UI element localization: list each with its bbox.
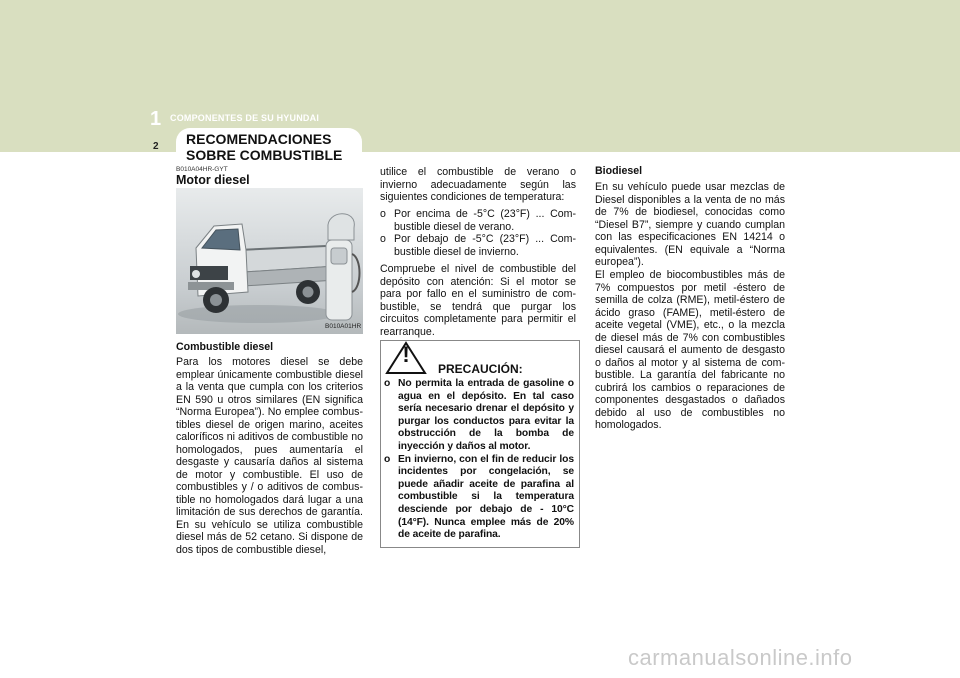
temperature-options-list xyxy=(380,208,576,258)
truck-illustration xyxy=(176,188,363,334)
bullet-mark: o xyxy=(384,453,391,465)
caution-title: PRECAUCIÓN: xyxy=(438,362,523,376)
list-item xyxy=(384,378,574,454)
section-title-line1: RECOMENDACIONES xyxy=(186,131,332,147)
list-item-text: Por debajo de -5°C (23°F) ... Com-bustible diesel de invierno. xyxy=(394,233,576,258)
bullet-mark: o xyxy=(384,378,391,389)
list-item-text: No permita la entrada de gasoline o agua en el depósito. En tal caso sería necesario drenar el depósito y purgar los conductos para evitar la obstrucción de la bomba de inyección y daños al motor. xyxy=(398,378,574,452)
section-code: B010A04HR-GYT xyxy=(176,166,228,173)
chapter-number: 1 xyxy=(150,108,162,130)
bullet-mark: o xyxy=(380,208,386,220)
page-number: 2 xyxy=(153,141,159,152)
bullet-mark: o xyxy=(380,233,386,245)
subtitle-motor-diesel: Motor diesel xyxy=(176,173,250,187)
paragraph-biodiesel-2: El empleo de biocombustibles más de 7% compuestos por metil -éstero de semilla de colza (RME), metil-éstero de ácido graso (FAME), metil-éstero de aceite vegetal (VME), etc., o la mezcla de diesel más de 7% con combustibles diesel causará el aumento de desgasto o daños al motor y al sistema de com-bustible. La garantía del fabricante no cubrirá los cambios o reparaciones de componentes desgastados o dañados debido al uso de combustibles no homologados. xyxy=(595,269,785,431)
list-item xyxy=(380,208,576,233)
paragraph-combustible-diesel: Para los motores diesel se debe emplear únicamente combustible diesel a la venta que cumpla con los criterios EN 590 u otros similares (EN significa “Norma Europea”). No emplee combus-tibles diesel de origen marino, aceites caloríficos ni aditivos de combustible no homologados, pues aumentaría el desgaste y causaría daños al sistema de motor y combustible. El uso de combustibles y / o aditivos de combus-tible no homologados dará lugar a una limitación de sus derechos de garantía. En su vehículo se utiliza combustible diesel más de 52 cetano. Si dispone de dos tipos de combustible diesel, xyxy=(176,356,363,556)
list-item-text: Por encima de -5°C (23°F) ... Com-bustible diesel de verano. xyxy=(394,208,576,233)
paragraph-biodiesel-1: En su vehículo puede usar mezclas de Diesel disponibles a la venta de no más de 7% de biodiesel, conocidas como “Diesel B7”, siempre y cuando cumplan con las especificaciones EN 14214 o equivalentes. (EN equivale a “Norma europea”). xyxy=(595,181,785,268)
section-title xyxy=(186,131,342,163)
truck-fuel-pump-image xyxy=(176,188,363,334)
watermark: carmanualsonline.info xyxy=(628,645,853,670)
image-caption: B010A01HR xyxy=(325,323,362,330)
caution-list xyxy=(384,378,574,542)
warning-exclamation: ! xyxy=(402,342,410,367)
paragraph-check-fuel-level: Compruebe el nivel de combustible del depósito con atención: Si el motor se para por fallo en el suministro de com-bustible, se tendrá que purgar los circuitos completamente para permitir el rearranque. xyxy=(380,263,576,338)
heading-combustible-diesel: Combustible diesel xyxy=(176,341,274,353)
heading-biodiesel: Biodiesel xyxy=(595,165,643,177)
header-band xyxy=(0,0,960,152)
list-item xyxy=(384,454,574,542)
section-title-line2: SOBRE COMBUSTIBLE xyxy=(186,147,343,163)
list-item-text: En invierno, con el fin de reducir los incidentes por congelación, se puede añadir aceite de parafina al combustible si la temperatura desciende por debajo de - 10°C (14°F). Nunca emplee más de 20% de aceite de parafina. xyxy=(398,453,574,541)
list-item xyxy=(380,233,576,258)
chapter-title: COMPONENTES DE SU HYUNDAI xyxy=(170,113,320,123)
paragraph-intro-summer-winter: utilice el combustible de verano o invierno adecuadamente según las siguientes condiciones de temperatura: xyxy=(380,166,576,203)
